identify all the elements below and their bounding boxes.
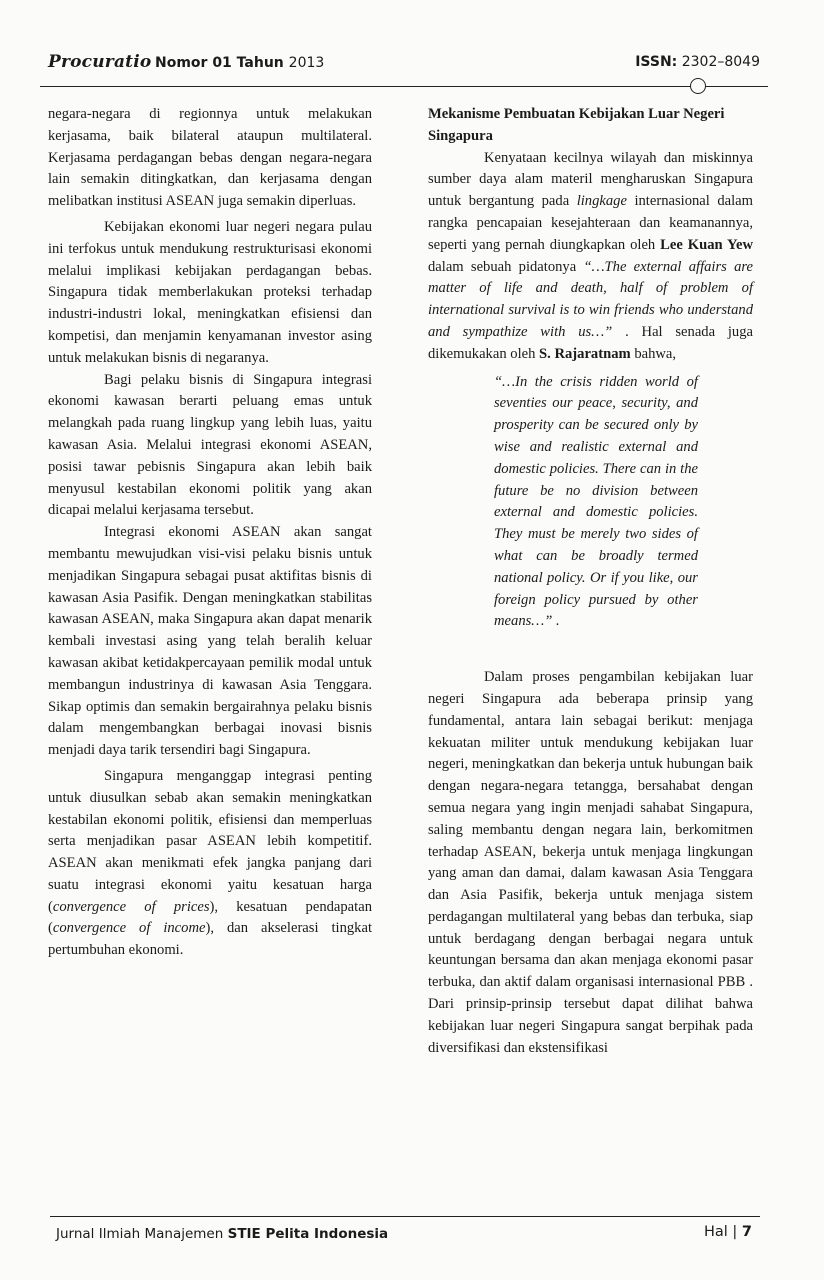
issn-label: ISSN: bbox=[635, 54, 678, 70]
right-column bbox=[428, 104, 753, 1059]
text-run: internasional dalam rangka pencapaian kesejahteraan dan keamanannya, seperti yang pernah diungkapkan oleh bbox=[428, 193, 753, 253]
block-quote: “…In the crisis ridden world of seventies our peace, security, and prosperity can be secured only by wise and realistic external and domestic policies. There can in the future be no division between external and domestic policies. They must be merely two sides of what can be broadly termed national policy. Or if you like, our foreign policy pursued by other means…” . bbox=[494, 373, 698, 630]
issue-info bbox=[155, 55, 324, 71]
italic-term: convergence of income bbox=[52, 920, 206, 937]
page-header bbox=[48, 52, 764, 82]
issue-year: 2013 bbox=[288, 55, 325, 71]
text-run: ), kesatuan pendapatan ( bbox=[48, 898, 372, 937]
text-run: Singapura menganggap integrasi penting untuk diusulkan sebab akan semakin meningkatkan kestabilan ekonomi politik, efisiensi dan memperluas serta menjadikan pasar ASEAN lebih kompetitif. ASEAN akan menikmati efek jangka panjang dari suatu integrasi ekonomi yaitu kesatuan harga ( bbox=[48, 767, 372, 915]
inline-quote: “…The external affairs are matter of life and death, half of problem of international survival is to win friends who understand and sympathize with us…” bbox=[428, 258, 753, 340]
text-run: bahwa, bbox=[630, 345, 677, 362]
issn-value: 2302–8049 bbox=[681, 54, 760, 70]
journal-logo: Procuratio bbox=[48, 52, 152, 72]
issue-label: Nomor 01 Tahun bbox=[155, 55, 284, 71]
paragraph: negara-negara di regionnya untuk melakukan kerjasama, baik bilateral ataupun multilateral. Kerjasama perdagangan bebas dengan negara-negara lain semakin ditingkatkan, dan kerjasama dengan melibatkan institusi ASEAN juga semakin diperluas. bbox=[48, 106, 372, 210]
page-label: Hal | bbox=[703, 1224, 738, 1240]
page-number bbox=[704, 1224, 752, 1240]
section-heading: Mekanisme Pembuatan Kebijakan Luar Negeri Singapura bbox=[428, 106, 725, 144]
footer-journal bbox=[56, 1226, 388, 1242]
text-run: . Hal senada juga dikemukakan oleh bbox=[428, 323, 753, 362]
person-name: S. Rajaratnam bbox=[539, 345, 631, 362]
text-run: Kenyataan kecilnya wilayah dan miskinnya sumber daya alam materil mengharuskan Singapura untuk bergantung pada bbox=[428, 149, 753, 210]
footer-prefix: Jurnal Ilmiah Manajemen bbox=[56, 1226, 224, 1242]
footer-rule bbox=[50, 1216, 760, 1217]
paragraph: Dalam proses pengambilan kebijakan luar negeri Singapura ada beberapa prinsip yang fundamental, antara lain sebagai berikut: menjaga kekuatan militer untuk mendukung kebijakan luar negeri, meningkatkan dan bekerja untuk hubungan baik dengan negara-negara tetangga, bersahabat dengan semua negara yang ingin menjadi sahabat Singapura, saling membantu dengan negara lain, berkomitmen terhadap ASEAN, bekerja untuk menjaga lingkungan yang aman dan damai, dalam kawasan Asia Tenggara dan Asia Pasifik, bekerja untuk menjaga sistem perdagangan multilateral yang bebas dan terbuka, siap untuk berdagang dengan berbagai negara untuk keuntungan bersama dan akan menjaga ekonomi pasar terbuka, dan aktif dalam organisasi internasional PBB . Dari prinsip-prinsip tersebut dapat dilihat bahwa kebijakan luar negeri Singapura sangat berpihak pada diversifikasi dan ekstensifikasi bbox=[428, 669, 753, 1056]
page-number-value: 7 bbox=[741, 1224, 752, 1240]
footer-institution: STIE Pelita Indonesia bbox=[227, 1226, 389, 1242]
left-column bbox=[48, 104, 372, 962]
paragraph: Bagi pelaku bisnis di Singapura integrasi ekonomi kawasan berarti peluang emas untuk melangkah pada ruang lingkup yang lebih luas, yaitu kawasan Asia. Melalui integrasi ekonomi ASEAN, posisi tawar pebisnis Singapura akan lebih baik menyusul kestabilan ekonomi politik yang akan dicapai melalui kerjasama tersebut. bbox=[48, 371, 372, 519]
paragraph: Integrasi ekonomi ASEAN akan sangat membantu mewujudkan visi-visi pelaku bisnis untuk menjadikan Singapura sebagai pusat aktifitas bisnis di kawasan Asia Pasifik. Dengan meningkatkan stabilitas kawasan ASEAN, maka Singapura akan dapat menarik kembali investasi asing yang telah beralih keluar kawasan akibat ketidakpercayaan pemilik modal untuk membangun industrinya di kawasan Asia Tenggara. Sikap optimis dan semakin bergairahnya pelaku bisnis dalam mengembangkan berbagai inovasi bisnis menjadi daya tarik tersendiri bagi Singapura. bbox=[48, 524, 372, 759]
paragraph bbox=[48, 766, 372, 962]
issn bbox=[635, 54, 760, 70]
text-run: ), dan akselerasi tingkat pertumbuhan ekonomi. bbox=[48, 920, 373, 959]
italic-term: convergence of prices bbox=[52, 898, 210, 915]
paragraph: Kebijakan ekonomi luar negeri negara pulau ini terfokus untuk mendukung restrukturisasi ekonomi melalui implikasi kebijakan perdagangan bebas. Singapura tidak memberlakukan proteksi terhadap industri-industri lokal, meningkatkan efisiensi dan kompetisi, dan menjamin kenyamanan investor asing untuk melakukan bisnis di negaranya. bbox=[48, 218, 372, 366]
spacer bbox=[428, 633, 753, 667]
text-run: dalam sebuah pidatonya bbox=[428, 258, 584, 275]
header-rule-circle bbox=[690, 78, 706, 94]
header-rule bbox=[40, 86, 768, 87]
person-name: Lee Kuan Yew bbox=[660, 236, 753, 253]
italic-term: lingkage bbox=[576, 193, 627, 210]
paragraph bbox=[428, 148, 753, 366]
